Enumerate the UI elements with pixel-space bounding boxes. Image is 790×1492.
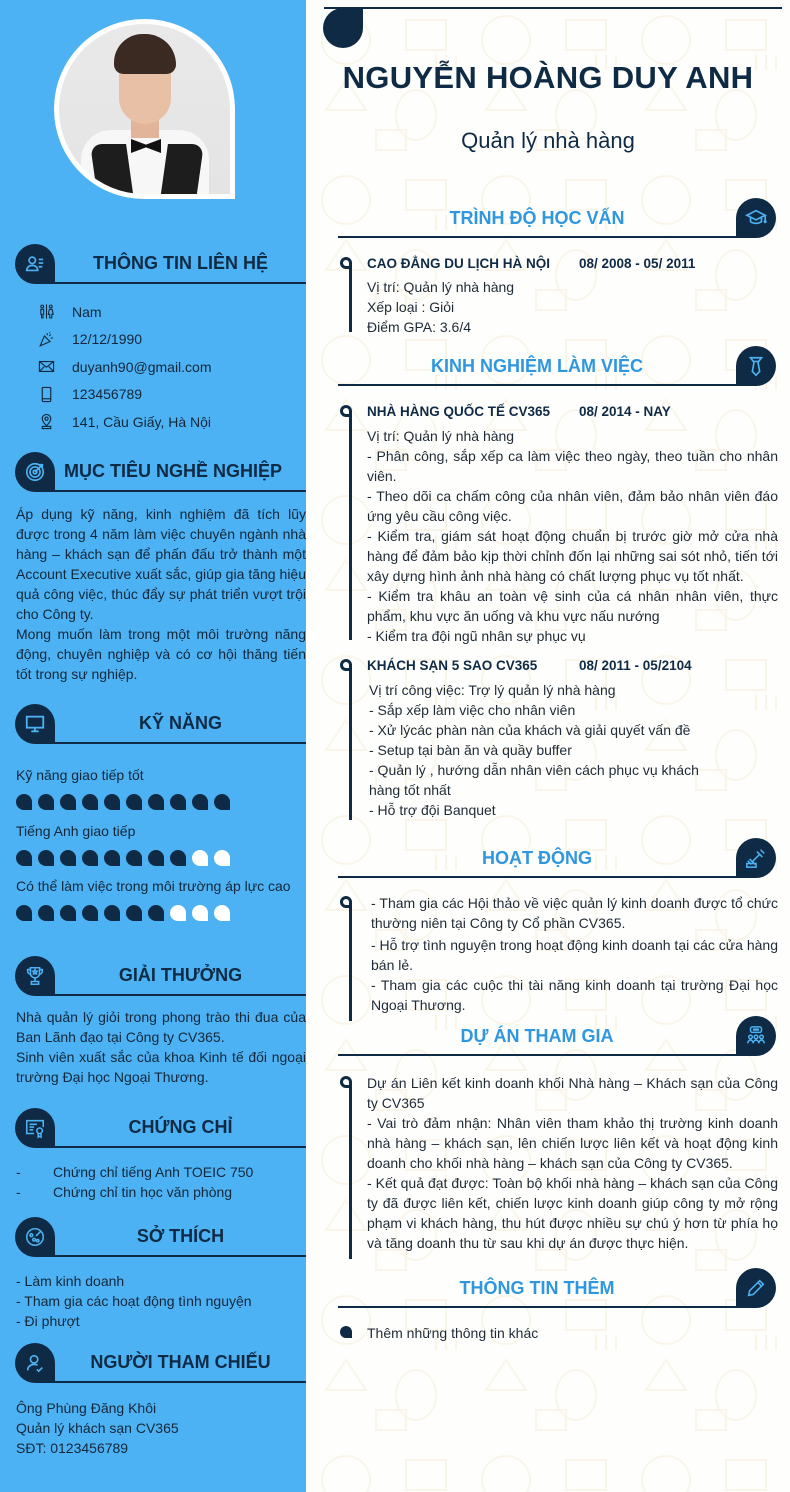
projects-entry: Dự án Liên kết kinh doanh khối Nhà hàng – Khách sạn của Công ty CV365 - Vai trò đảm nhận: Nhân viên tham khảo thị trường kinh doanh nhà hàng – khách sạn, lên chiến lược liên kết và hoạt động kinh doanh cho khối nhà hàng – khách sạn của Công ty CV365. - Kết quả đạt được: Toàn bộ khối nhà hàng – khách sạn của Công ty đã được liên kết, chiến lược kinh doanh giúp công ty mở rộng phạm vi khách hàng, thu hút được nhiều sự chú ý hơn từ phía họ và tăng doanh thu từ sau khi dự án được thực hiện.	[338, 1073, 778, 1253]
rating-dot-filled	[82, 905, 98, 921]
company-name: NHÀ HÀNG QUỐC TẾ CV365	[367, 404, 551, 419]
rating-dot-filled	[126, 905, 142, 921]
target-icon	[15, 452, 55, 492]
rating-dot-filled	[192, 794, 208, 810]
contact-card-icon	[15, 244, 55, 284]
contact-list	[36, 298, 296, 436]
hobby-item: - Làm kinh doanh	[16, 1273, 125, 1289]
dumbbell-icon	[736, 838, 776, 878]
experience-entry: KHÁCH SẠN 5 SAO CV365 08/ 2011 - 05/2104 Vị trí công việc: Trợ lý quản lý nhà hàng - Sắp xếp làm việc cho nhân viên - Xử lýcác phàn nàn của khách và giải quyết vấn đề - Setup tại bàn ăn và quầy buffer - Quản lý , hướng dẫn nhân viên cách phục vụ khách hàng tốt nhất - Hỗ trợ đội Banquet	[338, 656, 778, 820]
contact-section-header	[15, 244, 306, 284]
gender-icon	[36, 303, 56, 321]
necktie-icon	[736, 346, 776, 386]
top-rule	[324, 7, 782, 9]
user-check-icon	[15, 1343, 55, 1383]
experience-title: KINH NGHIỆM LÀM VIỆC	[430, 356, 643, 376]
company-name: KHÁCH SẠN 5 SAO CV365	[367, 658, 538, 673]
rating-dot-filled	[38, 905, 54, 921]
additional-title: THÔNG TIN THÊM	[459, 1278, 615, 1298]
skill-item: Kỹ năng giao tiếp tốt	[16, 767, 306, 810]
rating-dot-filled	[38, 850, 54, 866]
hobbies-title: SỞ THÍCH	[136, 1226, 225, 1246]
activities-entry: - Tham gia các Hội thảo về việc quản lý kinh doanh được tổ chức thường niên tại Công ty Cổ phần CV365. - Hỗ trợ tình nguyện trong hoạt động kinh doanh tại các cửa hàng bán lẻ. - Tham gia các cuộc thi tài năng kinh doanh tại trường Đại học Ngoại Thương.	[338, 893, 778, 1015]
rating-dot-filled	[126, 850, 142, 866]
contact-address: 141, Cầu Giấy, Hà Nội	[36, 408, 296, 436]
contact-email	[36, 353, 296, 381]
contact-title: THÔNG TIN LIÊN HỆ	[93, 253, 268, 273]
rating-dot-empty	[192, 905, 208, 921]
sidebar	[0, 0, 306, 1492]
objective-text: Áp dụng kỹ năng, kinh nghiệm đã tích lũy được trong 4 năm làm việc chuyên ngành nhà hàng – khách sạn để phấn đấu trở thành một Account Executive xuất sắc, giúp gia tăng hiệu quả công việc, thúc đẩy sự phát triển vượt trội cho Công ty. Mong muốn làm trong một môi trường năng động, chuyên nghiệp và có cơ hội thăng tiến tốt trong sự nghiệp.	[16, 506, 306, 682]
certificates-title: CHỨNG CHỈ	[128, 1117, 233, 1137]
skill-rating	[16, 850, 306, 866]
rating-dot-filled	[16, 794, 32, 810]
additional-section-header	[338, 1268, 776, 1308]
skills-title: KỸ NĂNG	[138, 713, 222, 733]
rating-dot-filled	[148, 850, 164, 866]
graduation-cap-icon	[736, 198, 776, 238]
contact-phone: 123456789	[36, 381, 296, 409]
certificates-section-header	[15, 1108, 306, 1148]
rating-dot-filled	[104, 905, 120, 921]
hobby-item: - Tham gia các hoạt động tình nguyện	[16, 1293, 252, 1309]
main-content	[306, 0, 790, 1492]
avatar	[59, 24, 230, 194]
awards-section-header	[15, 956, 306, 996]
rating-dot-filled	[60, 905, 76, 921]
additional-entry: Thêm những thông tin khác	[338, 1323, 778, 1343]
education-period: 08/ 2008 - 05/ 2011	[579, 256, 696, 271]
skill-item: Tiếng Anh giao tiếp	[16, 823, 306, 866]
job-title: Quản lý nhà hàng	[461, 128, 635, 153]
activities-title: HOẠT ĐỘNG	[482, 848, 592, 868]
projects-title: DỰ ÁN THAM GIA	[460, 1026, 614, 1046]
experience-section-header	[338, 346, 776, 386]
references-section-header	[15, 1343, 306, 1383]
skill-rating	[16, 794, 306, 810]
rating-dot-filled	[148, 794, 164, 810]
rating-dot-filled	[104, 794, 120, 810]
rating-dot-filled	[148, 905, 164, 921]
rating-dot-filled	[60, 850, 76, 866]
phone-icon	[36, 385, 56, 403]
rating-dot-empty	[192, 850, 208, 866]
rating-dot-filled	[170, 794, 186, 810]
certificate-icon	[15, 1108, 55, 1148]
skill-rating	[16, 905, 306, 921]
corner-dot-decoration	[323, 8, 363, 48]
contact-gender: Nam	[36, 298, 296, 326]
skills-section-header	[15, 704, 306, 744]
education-section-header	[338, 198, 776, 238]
trophy-icon	[15, 956, 55, 996]
awards-text: Nhà quản lý giỏi trong phong trào thi đua của Ban Lãnh đạo tại Công ty CV365. Sinh viên xuất sắc của khoa Kinh tế đối ngoại trường Đại học Ngoại Thương.	[16, 1009, 306, 1085]
experience-period: 08/ 2011 - 05/2104	[579, 658, 692, 673]
objective-section-header	[15, 452, 306, 492]
education-title: TRÌNH ĐỘ HỌC VẤN	[449, 208, 625, 228]
rating-dot-filled	[16, 905, 32, 921]
experience-period: 08/ 2014 - NAY	[579, 404, 671, 419]
hobbies-list	[16, 1271, 306, 1331]
rating-dot-filled	[16, 850, 32, 866]
team-meeting-icon	[736, 1016, 776, 1056]
school-name: CAO ĐẲNG DU LỊCH HÀ NỘI	[367, 256, 550, 271]
rating-dot-empty	[170, 905, 186, 921]
monitor-icon	[15, 704, 55, 744]
experience-entry: NHÀ HÀNG QUỐC TẾ CV365 08/ 2014 - NAY Vị trí: Quản lý nhà hàng - Phân công, sắp xếp ca làm việc theo ngày, theo tuần cho nhân viên. - Theo dõi ca chấm công của nhân viên, đảm bảo nhân viên đáo ứng yêu cầu công việc. - Kiểm tra, giám sát hoạt động chuẩn bị trước giờ mở cửa nhà hàng để đảm bảo kịp thời chỉnh đốn lại những sai sót nhỏ, tiến tới xây dựng hình ảnh nhà hàng có chất lượng phục vụ tốt nhất. - Kiểm tra khâu an toàn vệ sinh của cá nhân nhân viên, thực phẩm, khu vực ăn uống và khu vực nấu nướng - Kiểm tra đội ngũ nhân sự phục vụ	[338, 402, 778, 646]
certificate-item: - Chứng chỉ tin học văn phòng	[16, 1184, 233, 1200]
certificate-item: - Chứng chỉ tiếng Anh TOEIC 750	[16, 1164, 254, 1180]
references-text: Ông Phùng Đăng Khôi Quản lý khách sạn CV365 SĐT: 0123456789	[16, 1400, 179, 1456]
rating-dot-filled	[214, 794, 230, 810]
education-entry: CAO ĐẲNG DU LỊCH HÀ NỘI 08/ 2008 - 05/ 2011 Vị trí: Quản lý nhà hàng Xếp loại : Giỏi Điểm GPA: 3.6/4	[338, 254, 778, 337]
rating-dot-filled	[82, 794, 98, 810]
activities-section-header	[338, 838, 776, 878]
skill-item: Có thể làm việc trong môi trường áp lực cao	[16, 878, 306, 921]
candidate-name: NGUYỄN HOÀNG DUY ANH	[342, 60, 754, 95]
contact-birthday: 12/12/1990	[36, 326, 296, 354]
location-pin-icon	[36, 413, 56, 431]
rating-dot-filled	[38, 794, 54, 810]
email-link[interactable]: duyanh90@gmail.com	[72, 358, 212, 375]
hobby-item: - Đi phượt	[16, 1313, 80, 1329]
references-title: NGƯỜI THAM CHIẾU	[90, 1352, 271, 1372]
rating-dot-filled	[170, 850, 186, 866]
email-icon	[36, 358, 56, 376]
palette-icon	[15, 1217, 55, 1257]
rating-dot-filled	[104, 850, 120, 866]
pencil-icon	[736, 1268, 776, 1308]
objective-title: MỤC TIÊU NGHỀ NGHIỆP	[64, 461, 283, 481]
rating-dot-filled	[60, 794, 76, 810]
rating-dot-filled	[82, 850, 98, 866]
awards-title: GIẢI THƯỞNG	[118, 965, 243, 985]
rating-dot-filled	[126, 794, 142, 810]
hobbies-section-header	[15, 1217, 306, 1257]
avatar-frame	[54, 19, 235, 199]
rating-dot-empty	[214, 850, 230, 866]
projects-section-header	[338, 1016, 776, 1056]
rating-dot-empty	[214, 905, 230, 921]
certificates-list	[16, 1162, 306, 1202]
birthday-party-icon	[36, 330, 56, 348]
